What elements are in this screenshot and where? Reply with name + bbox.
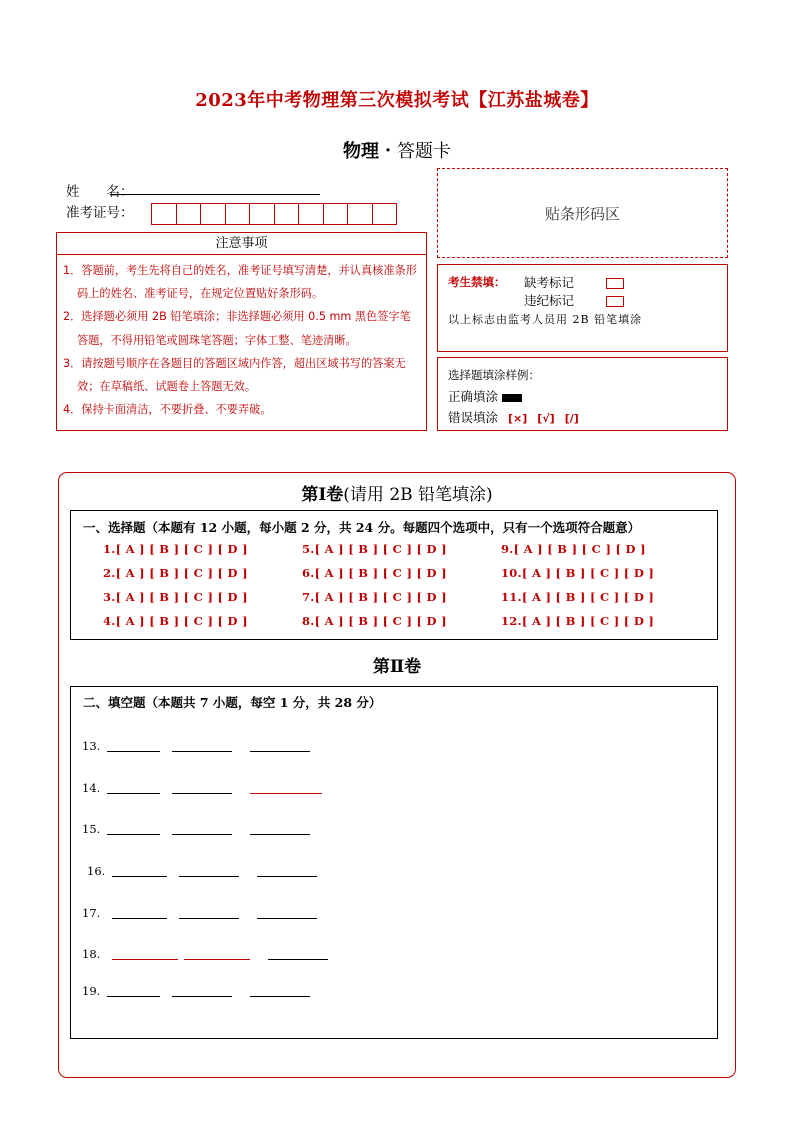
sample-title: 选择题填涂样例：: [448, 368, 540, 382]
barcode-label: 贴条形码区: [544, 204, 620, 223]
notes-item: 1．答题前，考生先将自己的姓名，准考证号填写清楚，并认真核准条形码上的姓名、准考证号，在规定位置贴好条形码。: [63, 264, 417, 301]
answer-blank[interactable]: [179, 918, 239, 919]
fill-heading: 二、填空题（本题共 7 小题，每空 1 分，共 28 分）: [83, 695, 382, 710]
notes-body: [56, 254, 427, 431]
answer-blank[interactable]: [172, 834, 232, 835]
answer-blank[interactable]: [107, 793, 160, 794]
barcode-area: [437, 168, 728, 258]
filled-block-icon: [502, 394, 522, 402]
notes-heading: 注意事项: [56, 232, 427, 255]
answer-blank[interactable]: [112, 876, 167, 877]
answer-blank[interactable]: [257, 876, 317, 877]
answer-blank[interactable]: [112, 959, 178, 960]
id-digit-box[interactable]: [200, 203, 226, 225]
card-subtitle: [0, 137, 794, 163]
notes-item: 4．保持卡面清洁，不要折叠、不要弄破。: [63, 403, 272, 417]
answer-blank[interactable]: [107, 834, 160, 835]
forbid-note: 以上标志由监考人员用 2B 铅笔填涂: [448, 313, 643, 326]
wrong-mark: [√]: [537, 412, 555, 425]
answer-blank[interactable]: [172, 793, 232, 794]
wrong-mark: [×]: [508, 412, 528, 425]
fill-question-number: 16.: [87, 864, 106, 878]
mcq-question[interactable]: 1.[ A ] [ B ] [ C ] [ D ]: [103, 542, 248, 556]
mcq-question[interactable]: 9.[ A ] [ B ] [ C ] [ D ]: [501, 542, 646, 556]
answer-blank[interactable]: [107, 751, 160, 752]
exam-title: 2023年中考物理第三次模拟考试【江苏盐城卷】: [195, 90, 599, 111]
subject-label: 物理: [343, 141, 379, 162]
card-label: 答题卡: [397, 141, 451, 162]
mcq-question[interactable]: 7.[ A ] [ B ] [ C ] [ D ]: [302, 590, 447, 604]
name-field[interactable]: [110, 194, 320, 195]
correct-sample: [448, 387, 522, 405]
mcq-question[interactable]: 8.[ A ] [ B ] [ C ] [ D ]: [302, 614, 447, 628]
answer-blank[interactable]: [172, 751, 232, 752]
mcq-question[interactable]: 6.[ A ] [ B ] [ C ] [ D ]: [302, 566, 447, 580]
mcq-question[interactable]: 12.[ A ] [ B ] [ C ] [ D ]: [501, 614, 655, 628]
absent-mark-box[interactable]: [606, 278, 624, 289]
answer-blank[interactable]: [250, 751, 310, 752]
mcq-heading: 一、选择题（本题有 12 小题，每小题 2 分，共 24 分。每题四个选项中，只有一个选项符合题意）: [83, 520, 641, 535]
id-digit-box[interactable]: [323, 203, 349, 225]
section2-title: 第Ⅱ卷: [372, 657, 422, 677]
id-number-boxes[interactable]: [151, 203, 396, 225]
answer-blank[interactable]: [250, 834, 310, 835]
section1-title-b: (请用 2B 铅笔填涂): [343, 485, 493, 505]
id-digit-box[interactable]: [176, 203, 202, 225]
violation-mark-label: 违纪标记: [524, 293, 575, 308]
correct-label: 正确填涂: [448, 389, 499, 404]
fill-question-number: 15.: [82, 822, 101, 836]
mcq-question[interactable]: 10.[ A ] [ B ] [ C ] [ D ]: [501, 566, 655, 580]
mcq-question[interactable]: 2.[ A ] [ B ] [ C ] [ D ]: [103, 566, 248, 580]
answer-blank[interactable]: [250, 996, 310, 997]
name-label: 姓 名：: [66, 184, 134, 200]
id-digit-box[interactable]: [347, 203, 373, 225]
id-digit-box[interactable]: [249, 203, 275, 225]
answer-blank[interactable]: [107, 996, 160, 997]
fill-question-number: 13.: [82, 739, 101, 753]
mcq-question[interactable]: 4.[ A ] [ B ] [ C ] [ D ]: [103, 614, 248, 628]
fill-question-number: 14.: [82, 781, 101, 795]
section1-title-a: 第Ⅰ卷: [301, 485, 344, 505]
answer-blank[interactable]: [112, 918, 167, 919]
id-digit-box[interactable]: [225, 203, 251, 225]
violation-mark-box[interactable]: [606, 296, 624, 307]
id-digit-box[interactable]: [151, 203, 177, 225]
id-digit-box[interactable]: [298, 203, 324, 225]
fill-question-number: 17.: [82, 906, 101, 920]
absent-mark-label: 缺考标记: [524, 275, 575, 290]
id-digit-box[interactable]: [372, 203, 398, 225]
mcq-question[interactable]: 5.[ A ] [ B ] [ C ] [ D ]: [302, 542, 447, 556]
fill-sample-area: [437, 357, 728, 431]
section1-title: [58, 480, 736, 505]
id-label: 准考证号：: [66, 205, 134, 221]
answer-blank[interactable]: [184, 959, 250, 960]
examinee-forbidden-area: [437, 264, 728, 352]
fill-in-box: [70, 686, 718, 1039]
fill-question-number: 18.: [82, 947, 101, 961]
answer-blank[interactable]: [179, 876, 239, 877]
notes-item: 2．选择题必须用 2B 铅笔填涂；非选择题必须用 0.5 mm 黑色签字笔答题，不得用铅笔或圆珠笔答题；字体工整、笔迹清晰。: [63, 310, 411, 347]
notes-item: 3．请按题号顺序在各题目的答题区域内作答，超出区域书写的答案无效；在草稿纸、试题卷上答题无效。: [63, 356, 406, 394]
mcq-box: [70, 510, 718, 640]
id-digit-box[interactable]: [274, 203, 300, 225]
answer-blank[interactable]: [250, 793, 322, 794]
wrong-mark: [/]: [564, 412, 579, 425]
subtitle-dot: ・: [379, 141, 397, 162]
mcq-question[interactable]: 11.[ A ] [ B ] [ C ] [ D ]: [501, 590, 655, 604]
mcq-question[interactable]: 3.[ A ] [ B ] [ C ] [ D ]: [103, 590, 248, 604]
wrong-label: 错误填涂: [448, 410, 499, 425]
answer-blank[interactable]: [268, 959, 328, 960]
forbid-title: 考生禁填：: [448, 275, 506, 289]
fill-question-number: 19.: [82, 984, 101, 998]
wrong-sample: [448, 408, 579, 426]
answer-blank[interactable]: [172, 996, 232, 997]
answer-blank[interactable]: [257, 918, 317, 919]
